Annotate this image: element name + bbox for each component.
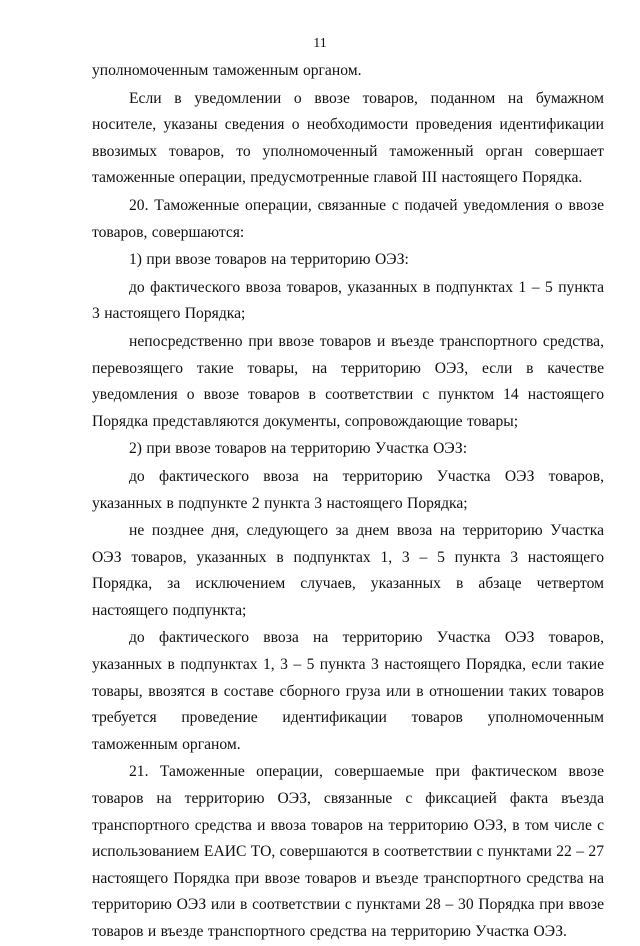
page-number: 11 [313,36,327,51]
paragraph: непосредственно при ввозе товаров и въезде транспортного средства, перевозящего такие товары, на территорию ОЭЗ, если в качестве уведомления о ввозе товаров в соответствии с пунктом 14 настоящего Порядка представляются документы, сопровождающие товары; [92,332,604,430]
paragraph: не позднее дня, следующего за днем ввоза на территорию Участка ОЭЗ товаров, указанных в подпунктах 1, 3 – 5 пункта 3 настоящего Порядка, за исключением случаев, указанных в абзаце четвертом настоящего подпункта; [92,522,604,619]
paragraph: Если в уведомлении о ввозе товаров, поданном на бумажном носителе, указаны сведения о необходимости проведения идентификации ввозимых товаров, то уполномоченный таможенный орган совершает таможенные операции, предусмотренные главой III настоящего Порядка. [92,89,604,187]
paragraph: 21. Таможенные операции, совершаемые при фактическом ввозе товаров на территорию ОЭЗ, связанные с фиксацией факта въезда транспортного средства и ввоза товаров на территорию ОЭЗ, в том числе с использованием ЕАИС ТО, совершаются в соответствии с пунктами 22 – 27 настоящего Порядка при ввозе товаров и въезде транспортного средства на территорию ОЭЗ или в соответствии с пунктами 28 – 30 Порядка при ввозе товаров и въезде транспортного средства на территорию Участка ОЭЗ. [92,763,604,940]
paragraph: до фактического ввоза на территорию Участка ОЭЗ товаров, указанных в подпункте 2 пункта 3 настоящего Порядка; [92,467,604,512]
list-item: 2) при ввозе товаров на территорию Участка ОЭЗ: [129,440,468,458]
paragraph: до фактического ввоза на территорию Участка ОЭЗ товаров, указанных в подпунктах 1, 3 – 5 пункта 3 настоящего Порядка, если такие товары, ввозятся в составе сборного груза или в отношении таких товаров требуется проведение идентификации товаров уполномоченным таможенным органом. [92,629,604,753]
document-body [92,58,604,946]
paragraph: уполномоченным таможенным органом. [92,62,362,79]
list-item: 1) при ввозе товаров на территорию ОЭЗ: [129,251,409,269]
paragraph: до фактического ввоза товаров, указанных в подпунктах 1 – 5 пункта 3 настоящего Порядка; [92,278,604,323]
paragraph: 20. Таможенные операции, связанные с подачей уведомления о ввозе товаров, совершаются: [92,196,604,241]
